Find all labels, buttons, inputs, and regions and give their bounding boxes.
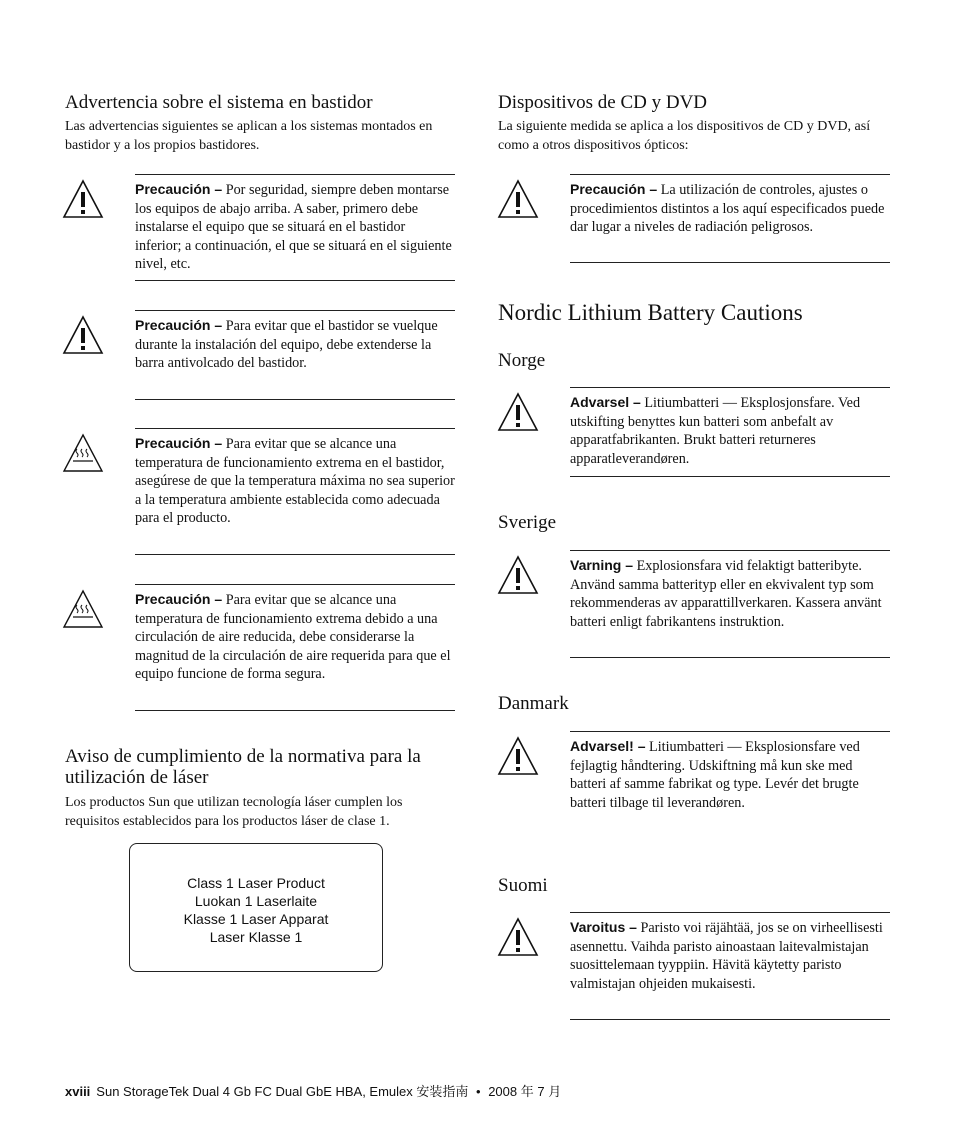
laser-label-line: Class 1 Laser Product — [187, 875, 325, 891]
laser-label-line: Laser Klasse 1 — [209, 929, 303, 945]
notice-lead: Varning – — [570, 557, 634, 573]
battery-notice-suomi — [497, 912, 890, 1020]
rack-notice-3 — [62, 428, 455, 555]
rack-heading: Advertencia sobre el sistema en bastidor — [65, 92, 373, 113]
rack-section — [65, 92, 455, 155]
notice-text: La utilización de controles, ajustes o procedimientos distintos a los aquí especificados puede dar lugar a niveles de radiación peligrosos. — [570, 182, 885, 236]
footer-date: 2008 年 7 月 — [488, 1084, 562, 1099]
warning-triangle-icon — [62, 179, 104, 219]
notice-text: Para evitar que se alcance una temperatura de funcionamiento extrema en el bastidor, asegúrese de que la temperatura máxima no sea superior a la temperatura ambiente establecida como adecuada para el producto. — [135, 436, 455, 527]
laser-section — [65, 746, 457, 831]
warning-triangle-icon — [497, 392, 539, 432]
notice-lead: Precaución – — [135, 591, 223, 607]
country-heading-norge: Norge — [498, 350, 546, 371]
notice-lead: Advarsel! – — [570, 738, 646, 754]
warning-triangle-icon — [62, 315, 104, 355]
notice-text: Para evitar que el bastidor se vuelque durante la instalación del equipo, debe extenderse la barra antivolcado del bastidor. — [135, 318, 438, 372]
warning-triangle-icon — [497, 917, 539, 957]
notice-text: Litiumbatteri — Eksplosjonsfare. Ved utskifting benyttes kun batteri som anbefalt av apparatfabrikanten. Brukt batteri returneres apparatleverandøren. — [570, 395, 861, 467]
notice-lead: Advarsel – — [570, 394, 641, 410]
notice-text: Para evitar que se alcance una temperatura de funcionamiento extrema debido a una circulación de aire reducida, debe considerarse la magnitud de la circulación de aire requerida para que el equipo funcione de forma segura. — [135, 592, 451, 683]
warning-triangle-icon — [497, 736, 539, 776]
rack-notice-2 — [62, 310, 455, 400]
battery-notice-sverige — [497, 550, 890, 658]
laser-intro: Los productos Sun que utilizan tecnología láser cumplen los requisitos establecidos para los productos láser de clase 1. — [65, 795, 403, 829]
notice-lead: Precaución – — [135, 435, 223, 451]
notice-lead: Precaución – — [570, 181, 658, 197]
hot-surface-icon — [62, 589, 104, 629]
laser-label-line: Klasse 1 Laser Apparat — [183, 911, 329, 927]
notice-text: Paristo voi räjähtää, jos se on virheellisesti asennettu. Vaihda paristo ainoastaan laitevalmistajan suosittelemaan tyyppiin. Hävitä käytetty paristo valmistajan ohjeiden mukaisesti. — [570, 920, 883, 992]
footer-bullet: • — [476, 1084, 481, 1099]
warning-triangle-icon — [497, 179, 539, 219]
warning-triangle-icon — [497, 555, 539, 595]
rack-notice-4 — [62, 584, 455, 711]
hot-surface-icon — [62, 433, 104, 473]
notice-text: Litiumbatteri — Eksplosionsfare ved fejlagtig håndtering. Udskiftning må kun ske med batteri af samme fabrikat og type. Levér det brugte batteri tilbage til leverandøren. — [570, 739, 860, 811]
notice-lead: Varoitus – — [570, 919, 637, 935]
notice-text: Por seguridad, siempre deben montarse los equipos de abajo arriba. A saber, primero debe instalarse el equipo que se situará en el bastidor inferior; a continuación, el que se situará en el siguiente nivel, etc. — [135, 182, 452, 273]
country-heading-sverige: Sverige — [498, 512, 557, 533]
cd-heading: Dispositivos de CD y DVD — [498, 92, 708, 113]
nordic-heading: Nordic Lithium Battery Cautions — [498, 300, 803, 325]
country-heading-suomi: Suomi — [498, 875, 548, 896]
notice-lead: Precaución – — [135, 181, 223, 197]
page-footer — [65, 1081, 561, 1100]
page-number: xviii — [65, 1084, 91, 1099]
rack-intro: Las advertencias siguientes se aplican a los sistemas montados en bastidor y a los propios bastidores. — [65, 119, 433, 153]
cd-intro: La siguiente medida se aplica a los dispositivos de CD y DVD, así como a otros dispositivos ópticos: — [498, 119, 871, 153]
battery-notice-norge — [497, 387, 890, 477]
country-heading-danmark: Danmark — [498, 693, 569, 714]
notice-lead: Precaución – — [135, 317, 223, 333]
cd-section — [498, 92, 890, 155]
footer-title: Sun StorageTek Dual 4 Gb FC Dual GbE HBA, Emulex 安装指南 — [96, 1084, 469, 1099]
laser-label-line: Luokan 1 Laserlaite — [194, 893, 318, 909]
battery-notice-danmark — [497, 731, 890, 839]
cd-notice — [497, 174, 890, 263]
laser-label-box — [129, 843, 383, 972]
laser-heading: Aviso de cumplimiento de la normativa para la utilización de láser — [65, 746, 421, 788]
notice-text: Explosionsfara vid felaktigt batteribyte. Använd samma batterityp eller en ekvivalent typ som rekommenderas av apparattillverkaren. Kassera använt batteri enligt fabrikantens instruktion. — [570, 558, 882, 630]
rack-notice-1 — [62, 174, 455, 281]
